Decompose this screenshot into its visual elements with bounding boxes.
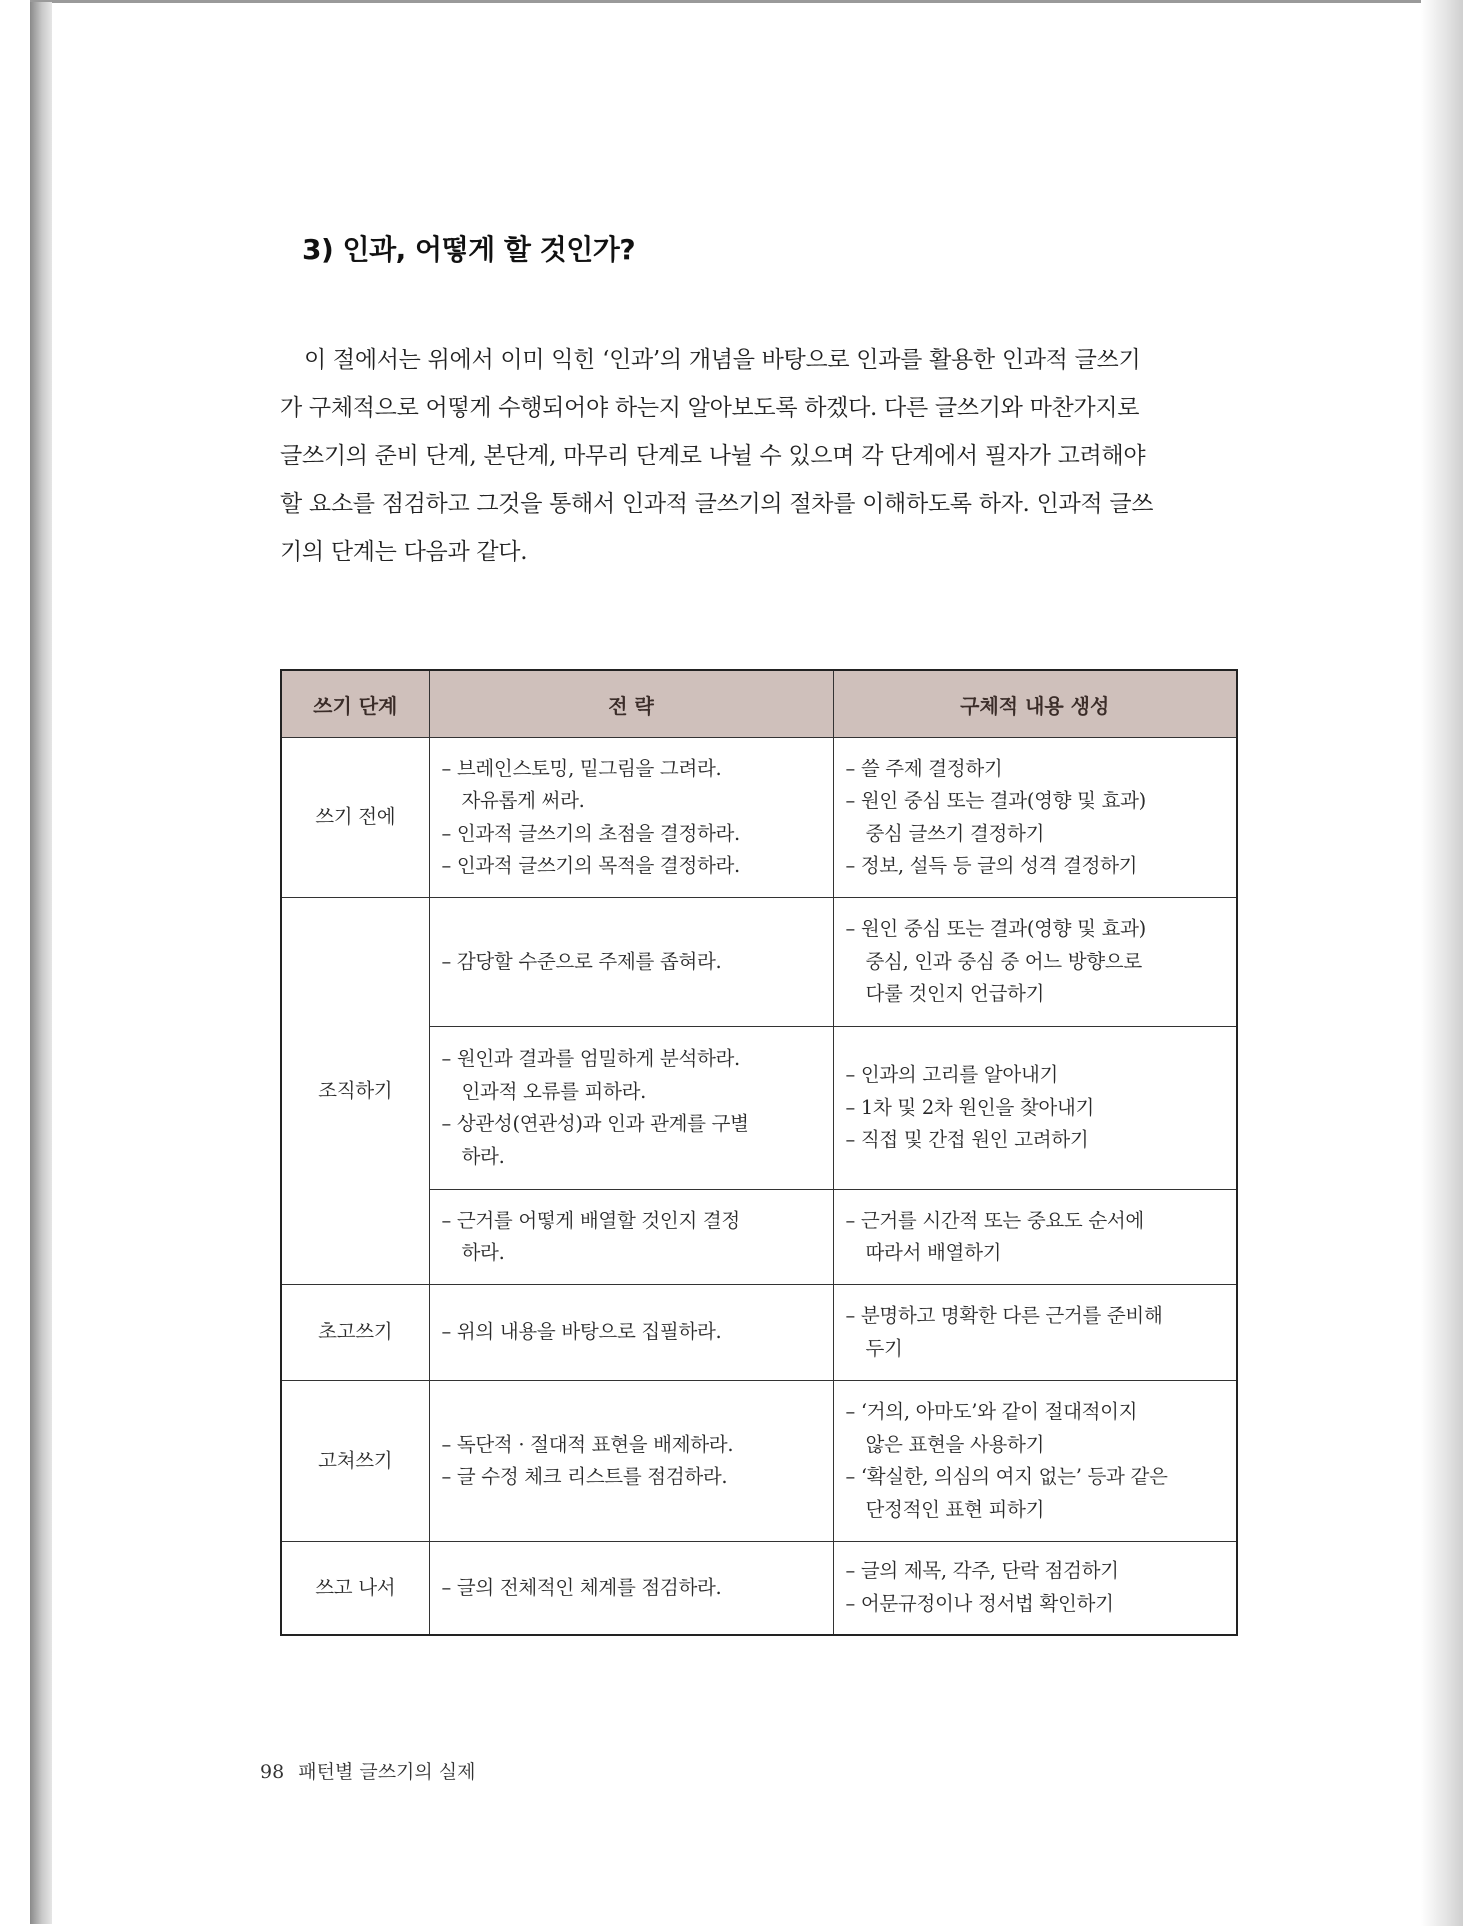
content-line: – ‘거의, 아마도’와 같이 절대적이지 xyxy=(845,1400,1138,1423)
strategy-cell xyxy=(429,1542,833,1635)
strategy-line: 하라. xyxy=(461,1241,505,1264)
strategy-cell xyxy=(429,1285,833,1381)
content-line: 않은 표현을 사용하기 xyxy=(865,1432,1045,1456)
content-cell xyxy=(833,1285,1237,1381)
strategy-line: – 글의 전체적인 체계를 점검하라. xyxy=(441,1575,722,1599)
paragraph-line: 기의 단계는 다음과 같다. xyxy=(280,539,528,565)
content-cell xyxy=(833,1027,1237,1190)
strategy-line: – 독단적 · 절대적 표현을 배제하라. xyxy=(441,1432,734,1456)
writing-stages-table xyxy=(280,669,1238,1636)
strategy-line: – 인과적 글쓰기의 초점을 결정하라. xyxy=(441,821,740,845)
running-title: 패턴별 글쓰기의 실제 xyxy=(298,1761,476,1783)
stage-cell: 쓰기 전에 xyxy=(281,738,429,898)
strategy-line: – 근거를 어떻게 배열할 것인지 결정 xyxy=(441,1208,740,1232)
content-line: 중심 글쓰기 결정하기 xyxy=(865,821,1045,845)
header-strategy: 전 략 xyxy=(429,670,833,738)
strategy-line: 하라. xyxy=(461,1144,505,1168)
content-line: – 어문규정이나 정서법 확인하기 xyxy=(845,1591,1114,1615)
paragraph-line: 이 절에서는 위에서 이미 익힌 ‘인과’의 개념을 바탕으로 인과를 활용한 인과적 글쓰기 xyxy=(304,347,1141,373)
stage-cell: 쓰고 나서 xyxy=(281,1542,429,1635)
content-line: 다룰 것인지 언급하기 xyxy=(865,982,1045,1006)
strategy-line: – 위의 내용을 바탕으로 집필하라. xyxy=(441,1320,722,1344)
content-line: – 글의 제목, 각주, 단락 점검하기 xyxy=(845,1559,1119,1583)
content-cell xyxy=(833,898,1237,1027)
section-heading: 3) 인과, 어떻게 할 것인가? xyxy=(302,233,636,266)
content-line: – 원인 중심 또는 결과(영향 및 효과) xyxy=(845,789,1146,812)
content-cell xyxy=(833,1542,1237,1635)
strategy-line: – 글 수정 체크 리스트를 점검하라. xyxy=(441,1465,728,1488)
strategy-cell xyxy=(429,1381,833,1542)
table-row xyxy=(281,1381,1237,1542)
content-line: – 원인 중심 또는 결과(영향 및 효과) xyxy=(845,917,1146,941)
page-spine-shadow xyxy=(30,2,52,1924)
strategy-line: – 상관성(연관성)과 인과 관계를 구별 xyxy=(441,1112,749,1135)
intro-paragraph xyxy=(280,336,1235,576)
content-line: – 직접 및 간접 원인 고려하기 xyxy=(845,1128,1089,1152)
content-cell xyxy=(833,1190,1237,1285)
page-footer xyxy=(260,1757,476,1784)
content-line: – 정보, 설득 등 글의 성격 결정하기 xyxy=(845,854,1138,877)
paragraph-line: 글쓰기의 준비 단계, 본단계, 마무리 단계로 나뉠 수 있으며 각 단계에서 필자가 고려해야 xyxy=(280,443,1146,469)
strategy-line: – 브레인스토밍, 밑그림을 그려라. xyxy=(441,756,722,780)
table-row xyxy=(281,1542,1237,1635)
table-row xyxy=(281,1285,1237,1381)
content-line: – 분명하고 명확한 다른 근거를 준비해 xyxy=(845,1304,1163,1327)
content-line: – ‘확실한, 의심의 여지 없는’ 등과 같은 xyxy=(845,1465,1168,1488)
content-cell xyxy=(833,1381,1237,1542)
content-line: – 근거를 시간적 또는 중요도 순서에 xyxy=(845,1208,1144,1232)
strategy-line: 자유롭게 써라. xyxy=(461,789,585,812)
strategy-line: 인과적 오류를 피하라. xyxy=(461,1079,647,1103)
content-line: – 쓸 주제 결정하기 xyxy=(845,756,1003,780)
stage-cell: 고쳐쓰기 xyxy=(281,1381,429,1542)
strategy-cell xyxy=(429,738,833,898)
header-content: 구체적 내용 생성 xyxy=(833,670,1237,738)
header-stage: 쓰기 단계 xyxy=(281,670,429,738)
page-edge-shadow xyxy=(1421,0,1463,1926)
paragraph-line: 할 요소를 점검하고 그것을 통해서 인과적 글쓰기의 절차를 이해하도록 하자. 인과적 글쓰 xyxy=(280,491,1154,517)
strategy-cell xyxy=(429,1027,833,1190)
table-row xyxy=(281,738,1237,898)
strategy-line: – 원인과 결과를 엄밀하게 분석하라. xyxy=(441,1047,740,1070)
content-line: 따라서 배열하기 xyxy=(865,1241,1002,1264)
strategy-cell xyxy=(429,1190,833,1285)
strategy-line: – 감당할 수준으로 주제를 좁혀라. xyxy=(441,949,722,973)
stage-cell: 조직하기 xyxy=(281,898,429,1285)
content-line: – 인과의 고리를 알아내기 xyxy=(845,1063,1059,1087)
content-cell xyxy=(833,738,1237,898)
content-line: – 1차 및 2차 원인을 찾아내기 xyxy=(845,1095,1095,1119)
content-line: 단정적인 표현 피하기 xyxy=(865,1497,1045,1521)
table-row xyxy=(281,898,1237,1027)
stage-cell: 초고쓰기 xyxy=(281,1285,429,1381)
strategy-cell xyxy=(429,898,833,1027)
content-line: 중심, 인과 중심 중 어느 방향으로 xyxy=(865,949,1142,973)
table-header-row xyxy=(281,670,1237,738)
strategy-line: – 인과적 글쓰기의 목적을 결정하라. xyxy=(441,854,740,877)
paragraph-line: 가 구체적으로 어떻게 수행되어야 하는지 알아보도록 하겠다. 다른 글쓰기와 마찬가지로 xyxy=(280,395,1140,421)
page-number: 98 xyxy=(260,1761,285,1783)
content-line: 두기 xyxy=(865,1336,903,1360)
